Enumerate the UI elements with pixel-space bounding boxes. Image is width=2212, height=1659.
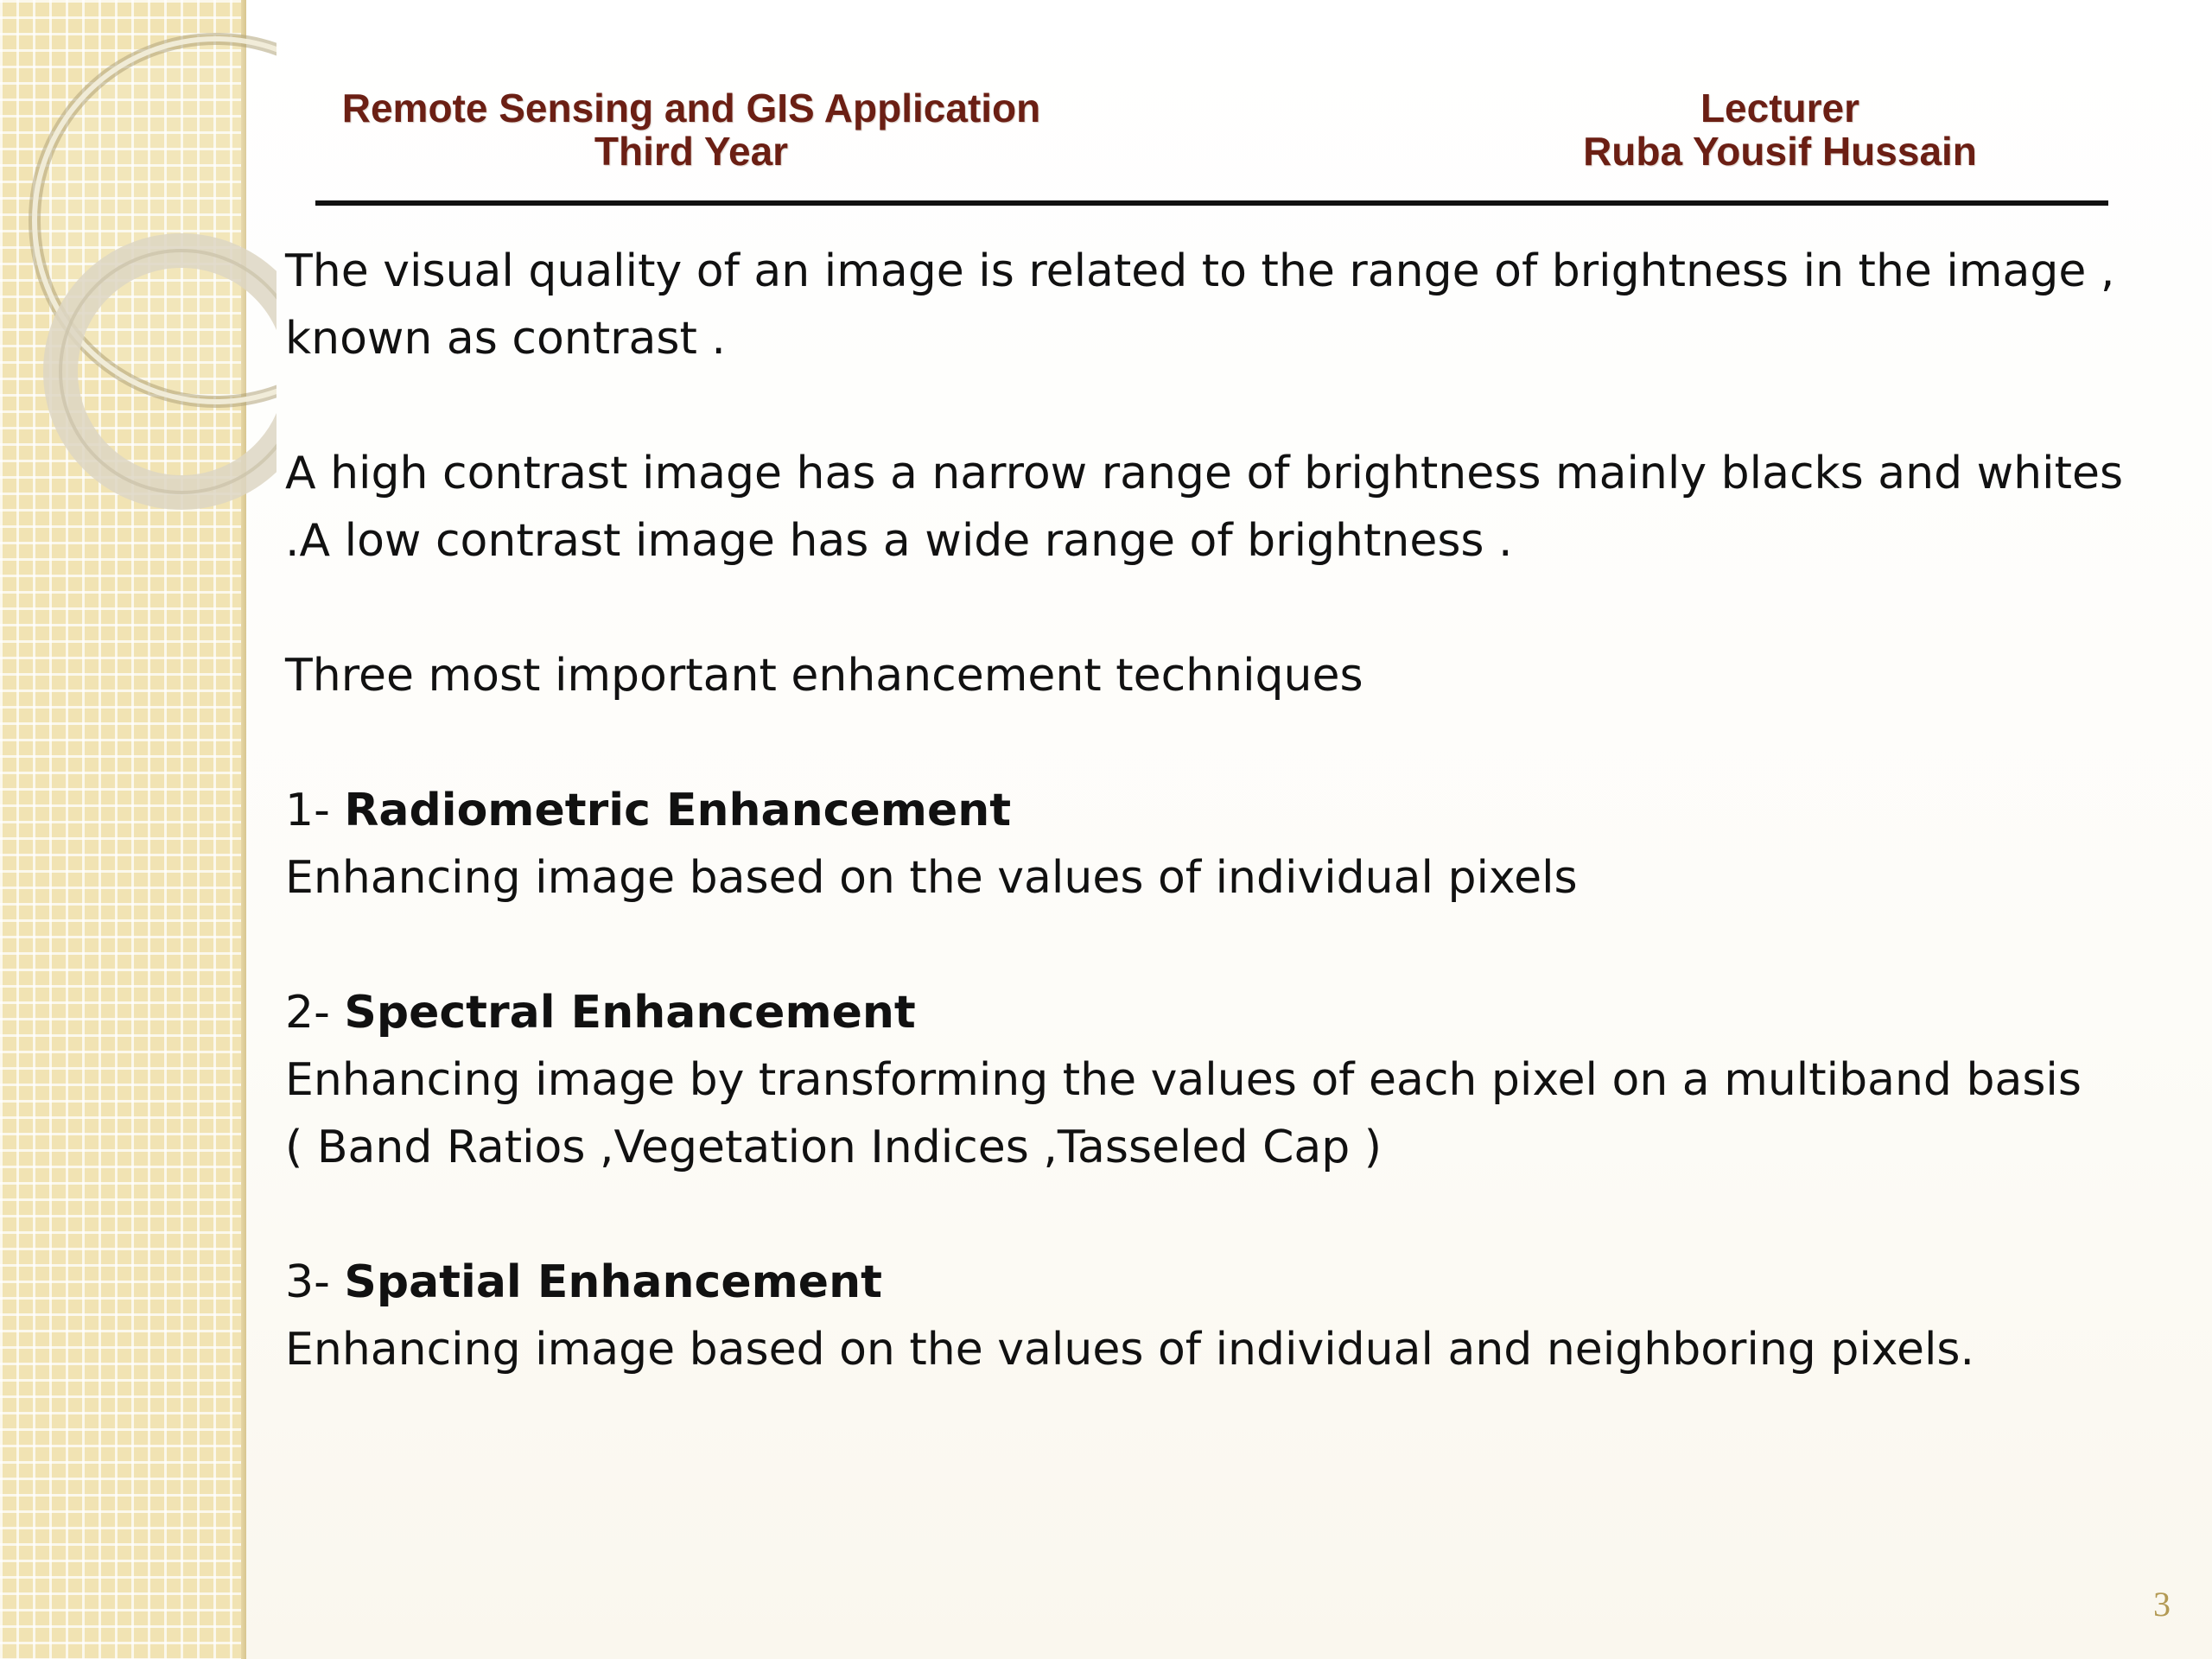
technique-3-description: Enhancing image based on the values of individual and neighboring pixels. — [285, 1324, 1975, 1376]
technique-1-description: Enhancing image based on the values of individual pixels — [285, 852, 1578, 904]
rings-decoration-icon — [0, 0, 276, 553]
course-header — [311, 86, 1071, 173]
techniques-intro: Three most important enhancement techniques — [285, 650, 1363, 702]
technique-1-title: Radiometric Enhancement — [344, 785, 1012, 836]
technique-3-number: 3- — [285, 1256, 345, 1308]
slide-body — [285, 238, 2143, 1383]
paragraph-contrast-line-1: The visual quality of an image is related to the range of brightness in the image , — [285, 245, 2115, 297]
lecturer-name: Ruba Yousif Hussain — [1583, 129, 1977, 174]
lecturer-label: Lecturer — [1700, 86, 1860, 130]
technique-3-heading — [285, 1249, 2143, 1316]
technique-2-description-line-1: Enhancing image by transforming the values of each pixel on a multiband basis — [285, 1054, 2082, 1106]
technique-2-title: Spectral Enhancement — [344, 987, 916, 1039]
lecturer-header — [1555, 86, 2005, 173]
paragraph-high-low-line-2: .A low contrast image has a wide range of brightness . — [285, 515, 1513, 567]
course-year: Third Year — [594, 129, 789, 174]
technique-1-number: 1- — [285, 785, 345, 836]
page-number: 3 — [2153, 1585, 2171, 1624]
course-title: Remote Sensing and GIS Application — [341, 86, 1041, 130]
paragraph-contrast-line-2: known as contrast . — [285, 313, 726, 365]
technique-1-heading — [285, 777, 2143, 844]
technique-2-description-line-2: ( Band Ratios ,Vegetation Indices ,Tasseled Cap ) — [285, 1122, 1382, 1173]
paragraph-high-low-line-1: A high contrast image has a narrow range of brightness mainly blacks and whites — [285, 448, 2124, 499]
technique-2-number: 2- — [285, 987, 345, 1039]
technique-3-title: Spatial Enhancement — [344, 1256, 882, 1308]
technique-2-heading — [285, 979, 2143, 1046]
header-divider — [315, 200, 2108, 206]
